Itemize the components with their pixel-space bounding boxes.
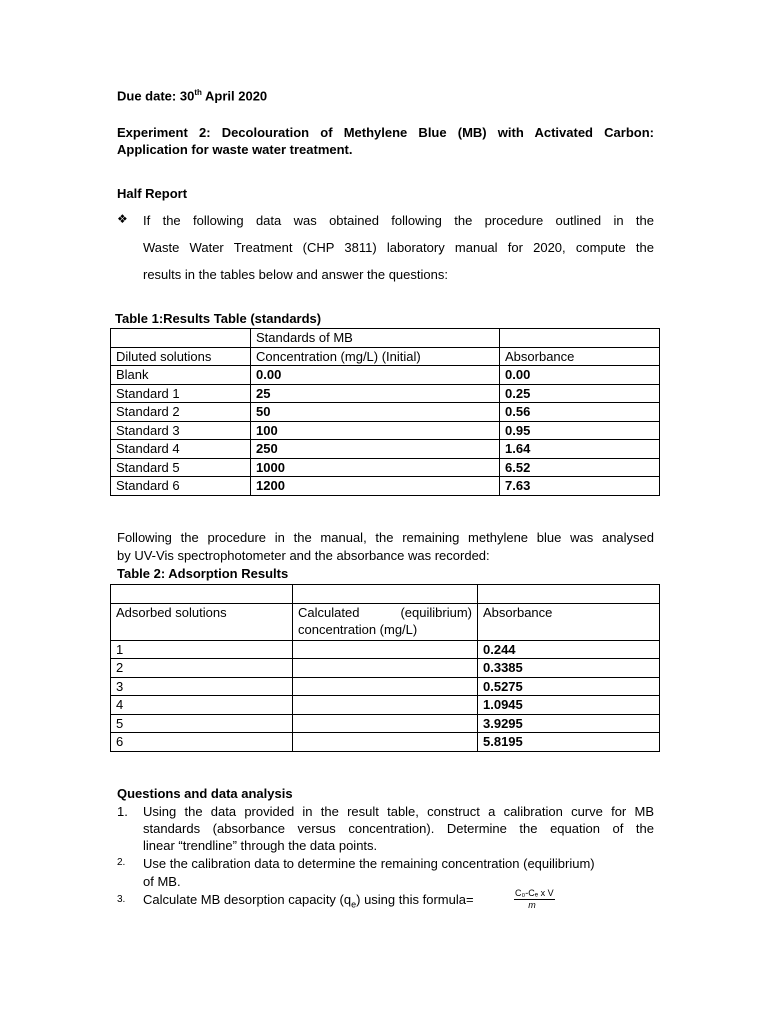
table-cell: 6 — [111, 733, 293, 752]
table-row — [111, 733, 660, 752]
table-cell: Standard 3 — [111, 421, 251, 440]
question-number: 2. — [117, 857, 126, 868]
table-row — [111, 458, 660, 477]
column-header: Diluted solutions — [111, 347, 251, 366]
diamond-bullet-icon: ❖ — [117, 212, 128, 226]
table-cell: 4 — [111, 696, 293, 715]
table-cell: 5 — [111, 714, 293, 733]
table1-title: Table 1:Results Table (standards) — [115, 311, 322, 326]
question2-line1: Use the calibration data to determine the remaining concentration (equilibrium) — [143, 856, 595, 871]
table-cell: Standard 4 — [111, 440, 251, 459]
table-cell: 0.00 — [251, 366, 500, 385]
column-header: Adsorbed solutions — [111, 603, 293, 640]
table-row — [111, 384, 660, 403]
table-cell: Standard 5 — [111, 458, 251, 477]
table-cell: 0.56 — [500, 403, 660, 422]
table-cell: 0.00 — [500, 366, 660, 385]
experiment-title-line1: Experiment 2: Decolouration of Methylene Blue (MB) with Activated Carbon: — [117, 125, 654, 140]
table-cell: 25 — [251, 384, 500, 403]
question-number: 3. — [117, 894, 126, 905]
table-cell: 7.63 — [500, 477, 660, 496]
table-row — [111, 440, 660, 459]
table-cell: 0.3385 — [478, 659, 660, 678]
table-row — [111, 714, 660, 733]
column-header: Concentration (mg/L) (Initial) — [251, 347, 500, 366]
table-cell: 1.64 — [500, 440, 660, 459]
question3-text: Calculate MB desorption capacity $(q_e)$ using this formula= — [143, 892, 474, 910]
intro-line3: results in the tables below and answer the questions: — [143, 267, 448, 282]
table-cell: 2 — [111, 659, 293, 678]
table-row — [111, 403, 660, 422]
question1-line1: Using the data provided in the result table, construct a calibration curve for MB — [143, 804, 654, 819]
table-row — [111, 329, 660, 348]
question-number: 1. — [117, 804, 128, 819]
table-cell: 1 — [111, 640, 293, 659]
table-cell: 250 — [251, 440, 500, 459]
column-header: Absorbance — [500, 347, 660, 366]
table-cell: Blank — [111, 366, 251, 385]
question2-line2: of MB. — [143, 874, 181, 889]
half-report-heading: Half Report — [117, 186, 188, 201]
experiment-title-line2: Application for waste water treatment. — [117, 142, 353, 157]
table-header-row — [111, 347, 660, 366]
questions-heading: Questions and data analysis — [117, 786, 293, 801]
table2-title: Table 2: Adsorption Results — [117, 566, 289, 581]
following-line1: Following the procedure in the manual, the remaining methylene blue was analysed — [117, 530, 654, 545]
table-cell: 0.5275 — [478, 677, 660, 696]
column-header: Calculated (equilibrium) concentration (mg/L) — [293, 603, 478, 640]
table-cell: Standard 6 — [111, 477, 251, 496]
table-group-header: Standards of MB — [251, 329, 500, 348]
table-cell: 50 — [251, 403, 500, 422]
due-date: Due date: 30th April 2020 — [117, 88, 268, 104]
table-row — [111, 677, 660, 696]
desorption-formula: $\frac{\text{C₀-Cₑ x V}}{m}$ — [515, 888, 554, 910]
table-row — [111, 696, 660, 715]
table-cell: 1000 — [251, 458, 500, 477]
table-cell: 5.8195 — [478, 733, 660, 752]
table-row — [111, 477, 660, 496]
intro-line2: Waste Water Treatment (CHP 3811) laboratory manual for 2020, compute the — [143, 240, 654, 255]
table-cell: Standard 1 — [111, 384, 251, 403]
table-cell: 3 — [111, 677, 293, 696]
table-header-row — [111, 603, 660, 640]
table-row — [111, 585, 660, 604]
following-line2: by UV-Vis spectrophotometer and the absorbance was recorded: — [117, 548, 490, 563]
table-cell: 0.25 — [500, 384, 660, 403]
table-cell: 100 — [251, 421, 500, 440]
table-cell: 0.244 — [478, 640, 660, 659]
table-cell: 0.95 — [500, 421, 660, 440]
results-table-standards — [110, 328, 660, 496]
column-header: Absorbance — [478, 603, 660, 640]
table-cell: 1.0945 — [478, 696, 660, 715]
table-cell: Standard 2 — [111, 403, 251, 422]
adsorption-results-table — [110, 584, 660, 752]
question1-line2: standards (absorbance versus concentration). Determine the equation of the — [143, 821, 654, 836]
intro-line1: If the following data was obtained following the procedure outlined in the — [143, 213, 654, 228]
table-cell: 6.52 — [500, 458, 660, 477]
table-row — [111, 421, 660, 440]
table-row — [111, 659, 660, 678]
table-row — [111, 640, 660, 659]
table-cell: 3.9295 — [478, 714, 660, 733]
table-row — [111, 366, 660, 385]
table-cell: 1200 — [251, 477, 500, 496]
question1-line3: linear “trendline” through the data points. — [143, 838, 378, 853]
